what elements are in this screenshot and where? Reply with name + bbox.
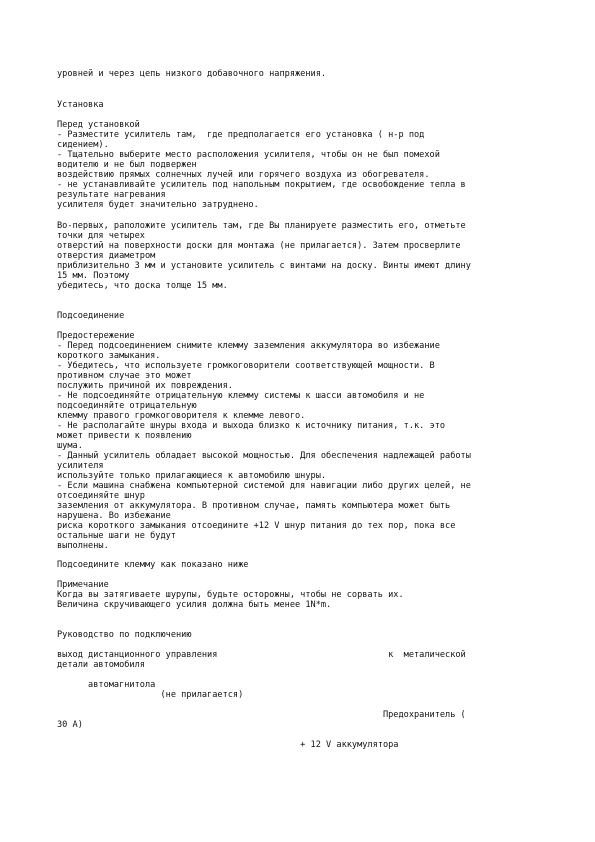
warning-line: - Убедитесь, что используете громкоговорители соответствующей мощности. В: [57, 361, 435, 371]
note-line: Когда вы затягиваете шурупы, будьте осторожны, чтобы не сорвать их.: [57, 590, 404, 600]
wiring-line: 30 A): [57, 720, 83, 730]
warning-line: послужить причиной их повреждения.: [57, 381, 233, 391]
warning-heading: Предостережение: [57, 331, 135, 341]
wiring-line: Предохранитель (: [57, 710, 466, 720]
install-bullet-line: результате нагревания: [57, 190, 166, 200]
connection-heading: Подсоединение: [57, 311, 125, 321]
install-paragraph-line: Во-первых, раположите усилитель там, где Вы планируете разместить его, отметьте: [57, 221, 466, 231]
install-paragraph-line: приблизительно 3 мм и установите усилитель с винтами на доску. Винты имеют длину: [57, 261, 471, 271]
wiring-line: выход дистанционного управления к металической: [57, 650, 466, 660]
warning-line: усилителя: [57, 461, 104, 471]
wiring-line: автомагнитола: [57, 680, 156, 690]
install-paragraph-line: 15 мм. Поэтому: [57, 271, 130, 281]
warning-line: - Перед подсоединением снимите клемму заземления аккумулятора во избежание: [57, 341, 440, 351]
install-bullet-line: усилителя будет значительно затруднено.: [57, 200, 259, 210]
note-line: Величина скручивающего усилия должна быть менее 1N*m.: [57, 600, 332, 610]
warning-line: может привести к появлению: [57, 431, 192, 441]
install-bullet-line: - Разместите усилитель там, где предполагается его установка ( н-р под: [57, 130, 425, 140]
wiring-line: детали автомобиля: [57, 660, 145, 670]
install-paragraph-line: отверстий на поверхности доски для монтажа (не прилагается). Затем просверлите: [57, 241, 461, 251]
warning-line: - Не подсоединяйте отрицательную клемму системы к шасси автомобиля и не: [57, 391, 425, 401]
warning-line: заземления от аккумулятора. В противном случае, память компьютера может быть: [57, 501, 451, 511]
warning-line: - Данный усилитель обладает высокой мощностью. Для обеспечения надлежащей работы: [57, 451, 471, 461]
warning-line: остальные шаги не будут: [57, 531, 176, 541]
warning-line: выполнены.: [57, 541, 109, 551]
warning-line: противном случае это может: [57, 371, 192, 381]
install-bullet-line: - Тщательно выберите место расположения усилителя, чтобы он не был помехой: [57, 150, 440, 160]
wiring-line: (не прилагается): [57, 690, 244, 700]
install-paragraph-line: точки для четырех: [57, 231, 145, 241]
warning-line: подсоединяйте отрицательную: [57, 401, 197, 411]
warning-line: клемму правого громкоговорителя к клемме левого.: [57, 411, 306, 421]
install-bullet-line: водителю и не был подвержен: [57, 160, 197, 170]
warning-line: используйте только прилагающиеся к автомобилю шнуры.: [57, 471, 327, 481]
warning-line: - Если машина снабжена компьютерной системой для навигации либо других целей, не: [57, 481, 471, 491]
intro-line: уровней и через цепь низкого добавочного напряжения.: [57, 69, 327, 79]
note-heading: Примечание: [57, 580, 109, 590]
installation-heading: Установка: [57, 100, 104, 110]
install-bullet-line: воздействию прямых солнечных лучей или горячего воздуха из обогревателя.: [57, 170, 430, 180]
install-bullet-line: - не устанавливайте усилитель под напольным покрытием, где освобождение тепла в: [57, 180, 466, 190]
install-paragraph-line: отверстия диаметром: [57, 251, 156, 261]
before-install-heading: Перед установкой: [57, 120, 140, 130]
warning-line: шума.: [57, 441, 83, 451]
connect-instruction: Подсоедините клемму как показано ниже: [57, 560, 249, 570]
install-paragraph-line: убедитесь, что доска толще 15 мм.: [57, 281, 228, 291]
warning-line: нарушена. Во избежание: [57, 511, 171, 521]
wiring-line: + 12 V аккумулятора: [57, 740, 399, 750]
wiring-guide-heading: Руководство по подключению: [57, 630, 192, 640]
warning-line: короткого замыкания.: [57, 351, 161, 361]
warning-line: риска короткого замыкания отсоедините +12 V шнур питания до тех пор, пока все: [57, 521, 456, 531]
install-bullet-line: сидением).: [57, 140, 109, 150]
warning-line: отсоединяйте шнур: [57, 491, 145, 501]
warning-line: - Не располагайте шнуры входа и выхода близко к источнику питания, т.к. это: [57, 421, 446, 431]
